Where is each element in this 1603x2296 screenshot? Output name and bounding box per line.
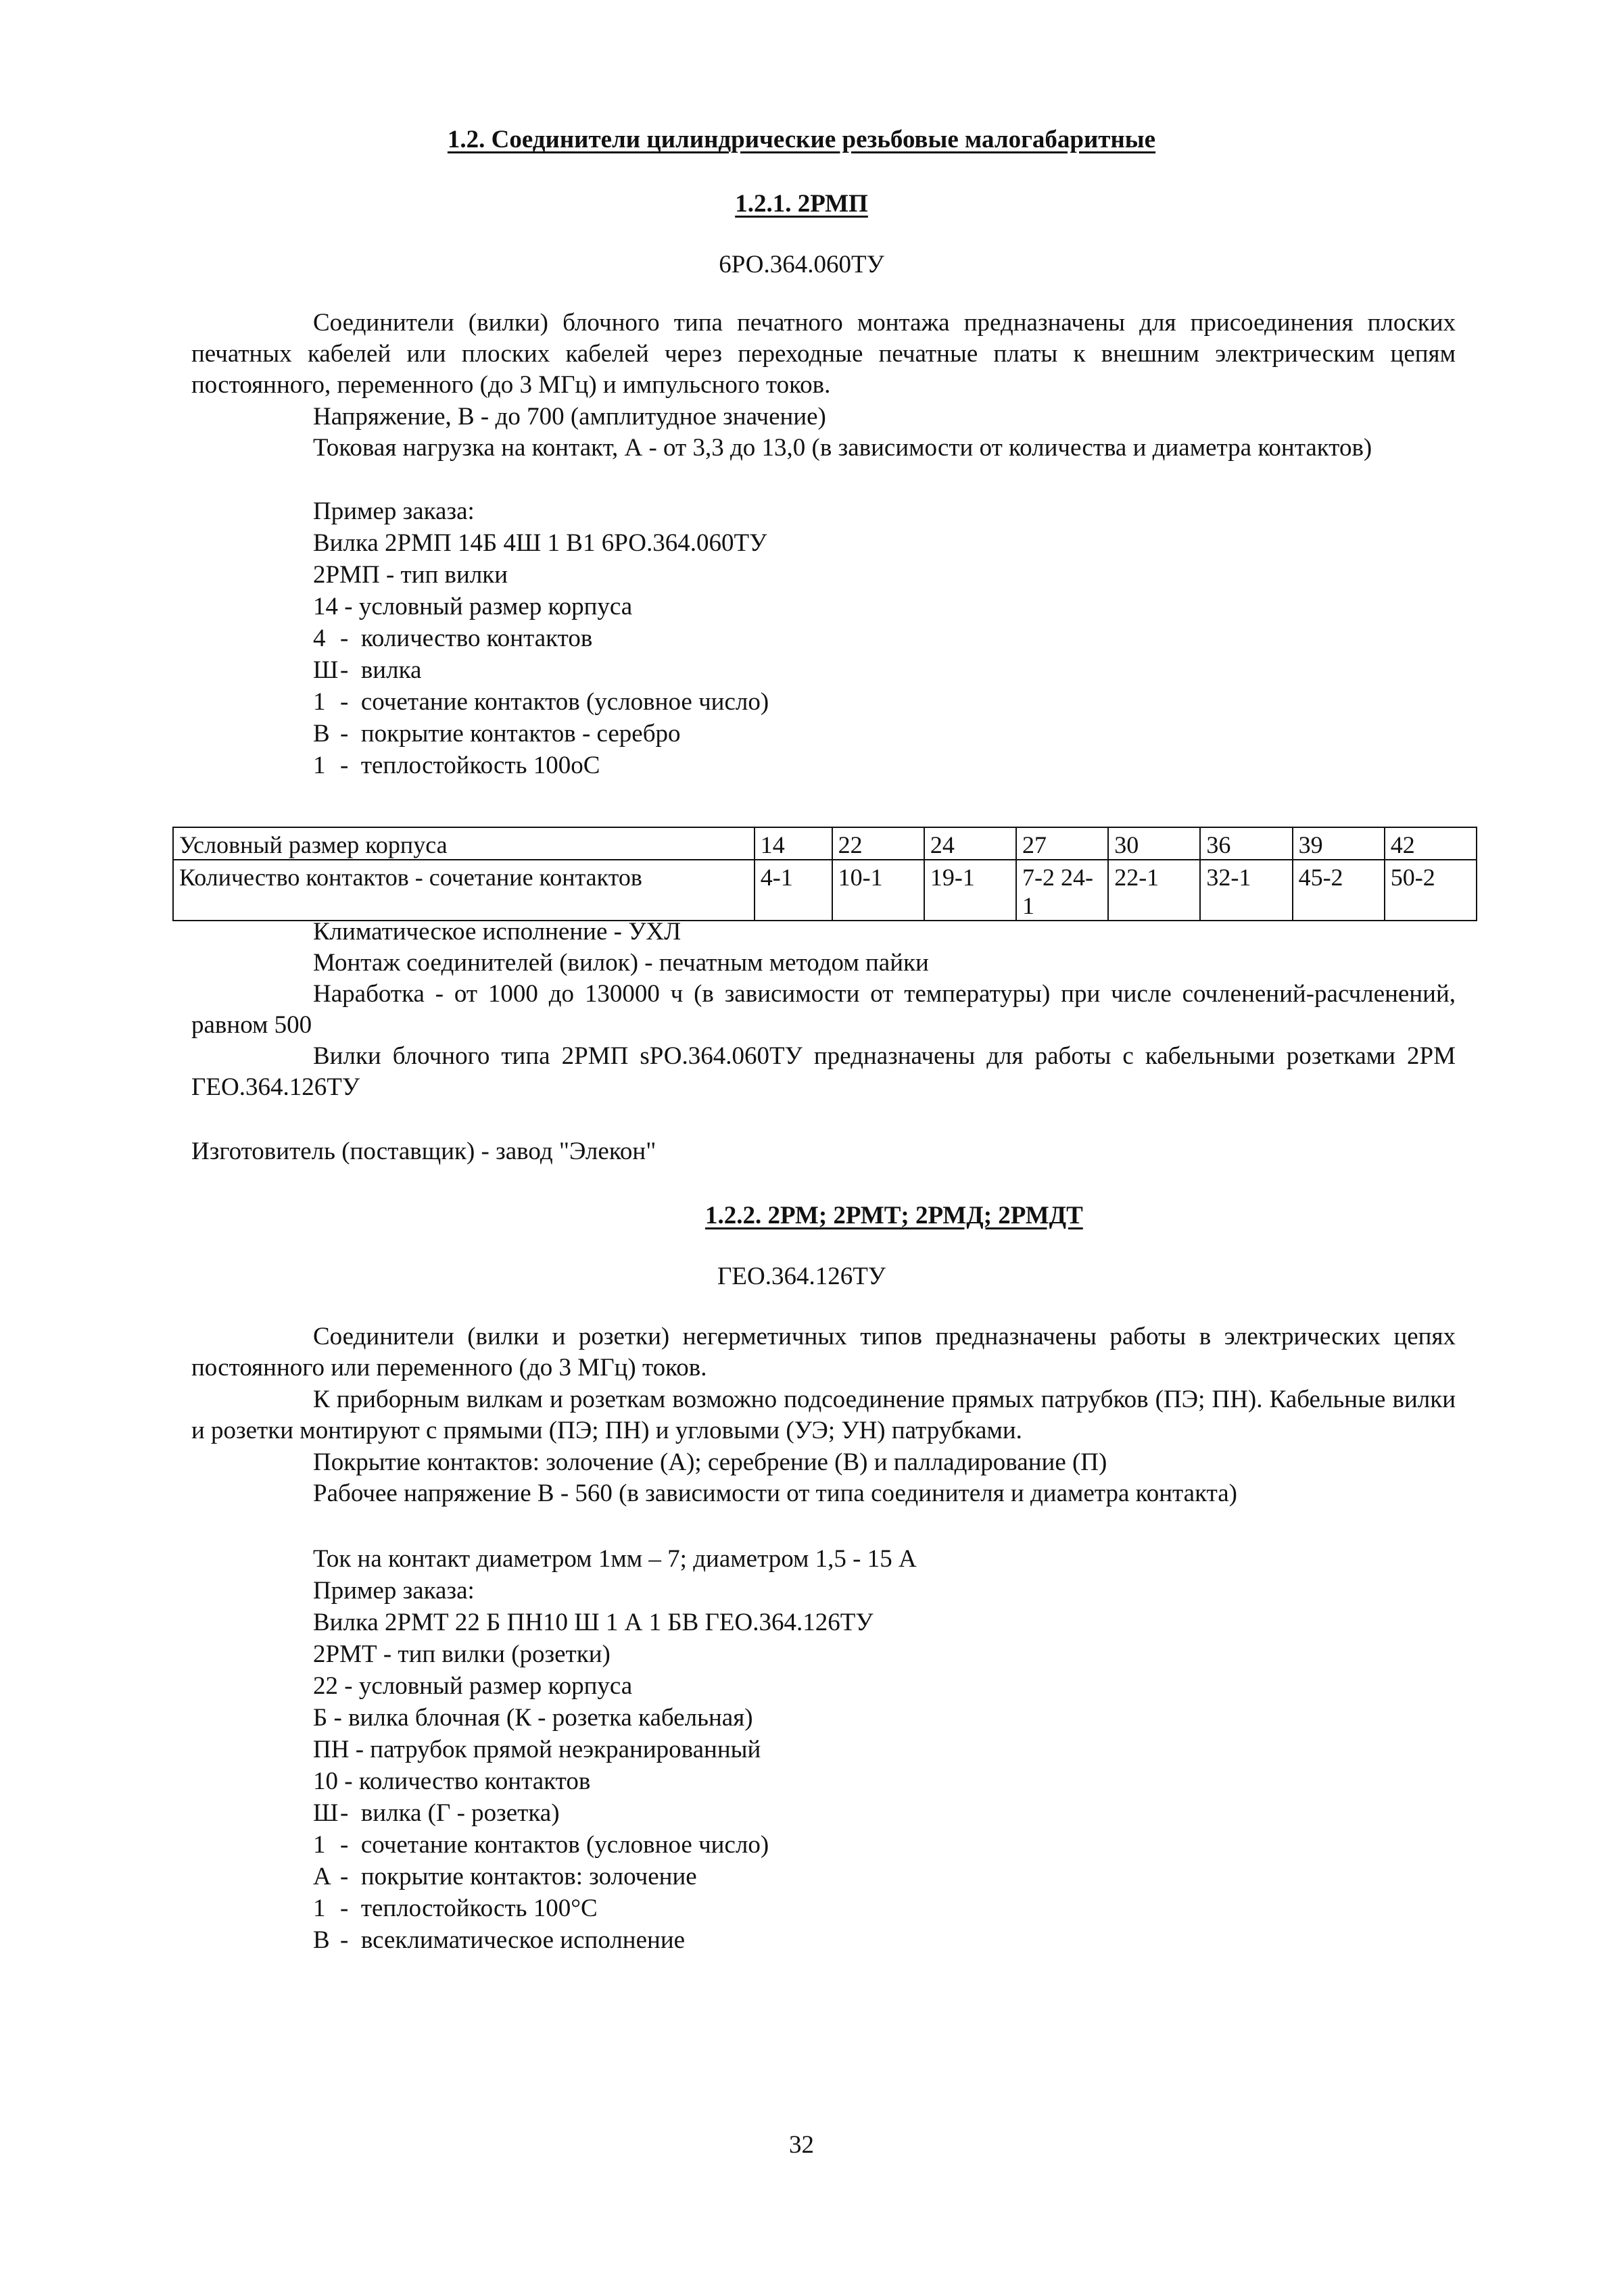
table-row <box>173 860 1477 921</box>
usage-paragraph: Вилки блочного типа 2РМП sРО.364.060ТУ предназначены для работы с кабельными розетками 2РМ ГЕО.364.126ТУ <box>191 1042 1456 1101</box>
list-item: ПН - патрубок прямой неэкранированный <box>313 1736 761 1763</box>
manufacturer-line: Изготовитель (поставщик) - завод "Элекон" <box>191 1138 656 1165</box>
list-item: Ш- вилка <box>313 656 422 684</box>
spec-code-2rm: ГЕО.364.126ТУ <box>717 1263 886 1290</box>
list-item: 22 - условный размер корпуса <box>313 1672 633 1700</box>
list-item: В - покрытие контактов - серебро <box>313 720 681 748</box>
lifetime-paragraph: Наработка - от 1000 до 130000 ч (в зависимости от температуры) при числе сочленений-расчленений, равном 500 <box>191 980 1456 1039</box>
coating-line: Покрытие контактов: золочение (А); серебрение (В) и палладирование (П) <box>313 1448 1107 1476</box>
nozzles-paragraph: К приборным вилкам и розеткам возможно подсоединение прямых патрубков (ПЭ; ПН). Кабельные вилки и розетки монтируют с прямыми (ПЭ; ПН) и угловыми (УЭ; УН) патрубками. <box>191 1386 1456 1444</box>
mounting-line: Монтаж соединителей (вилок) - печатным методом пайки <box>313 949 929 977</box>
table-cell: 42 <box>1385 827 1477 860</box>
table-cell: 22-1 <box>1108 860 1200 921</box>
table-cell: 7-2 24-1 <box>1016 860 1108 921</box>
list-item: 2РМТ - тип вилки (розетки) <box>313 1640 611 1668</box>
list-item: В - всеклиматическое исполнение <box>313 1926 686 1954</box>
table-cell: 19-1 <box>924 860 1016 921</box>
table-cell: 50-2 <box>1385 860 1477 921</box>
intro-paragraph-2rmp: Соединители (вилки) блочного типа печатного монтажа предназначены для присоединения плоских печатных кабелей или плоских кабелей через переходные печатные платы к внешним электрическим цепям постоянного, переменного (до 3 МГц) и импульсного токов. <box>191 309 1456 399</box>
table-cell: 30 <box>1108 827 1200 860</box>
current-line: Токовая нагрузка на контакт, А - от 3,3 до 13,0 (в зависимости от количества и диаметра контактов) <box>313 434 1372 462</box>
subsection-title-2rmp: 1.2.1. 2РМП <box>735 190 868 218</box>
list-item: 14 - условный размер корпуса <box>313 593 633 620</box>
climate-line: Климатическое исполнение - УХЛ <box>313 918 681 946</box>
order-example-2rm: Вилка 2РМТ 22 Б ПН10 Ш 1 А 1 БВ ГЕО.364.126ТУ <box>313 1609 874 1636</box>
intro-paragraph-2rm: Соединители (вилки и розетки) негерметичных типов предназначены работы в электрических цепях постоянного или переменного (до 3 МГц) токов. <box>191 1323 1456 1382</box>
list-item: 10 - количество контактов <box>313 1767 591 1795</box>
table-cell: 39 <box>1293 827 1385 860</box>
voltage-line: Напряжение, В - до 700 (амплитудное значение) <box>313 403 826 431</box>
table-cell: 14 <box>755 827 832 860</box>
list-item: Б - вилка блочная (К - розетка кабельная) <box>313 1704 753 1732</box>
contact-current-line: Ток на контакт диаметром 1мм – 7; диаметром 1,5 - 15 А <box>313 1545 917 1573</box>
table-cell: 22 <box>832 827 924 860</box>
table-cell: 24 <box>924 827 1016 860</box>
list-item: 1 - сочетание контактов (условное число) <box>313 688 769 716</box>
table-cell: 4-1 <box>755 860 832 921</box>
table-cell: 36 <box>1200 827 1292 860</box>
subsection-title-2rm: 1.2.2. 2РМ; 2РМТ; 2РМД; 2РМДТ <box>705 1202 1083 1229</box>
page-number: 32 <box>789 2131 814 2159</box>
spec-code-2rmp: 6РО.364.060ТУ <box>719 251 884 278</box>
table-cell: 10-1 <box>832 860 924 921</box>
table-row <box>173 827 1477 860</box>
list-item: 2РМП - тип вилки <box>313 561 508 589</box>
list-item: А - покрытие контактов: золочение <box>313 1863 697 1890</box>
list-item: 1 - теплостойкость 100оС <box>313 752 600 779</box>
working-voltage-line: Рабочее напряжение В - 560 (в зависимости от типа соединителя и диаметра контакта) <box>313 1480 1237 1507</box>
table-cell: 27 <box>1016 827 1108 860</box>
order-label-2rmp: Пример заказа: <box>313 497 475 525</box>
housing-size-table <box>172 827 1477 921</box>
list-item: 1 - сочетание контактов (условное число) <box>313 1831 769 1859</box>
table-cell: 32-1 <box>1200 860 1292 921</box>
order-label-2rm: Пример заказа: <box>313 1577 475 1605</box>
table-cell: Условный размер корпуса <box>173 827 755 860</box>
section-title: 1.2. Соединители цилиндрические резьбовые малогабаритные <box>447 126 1156 153</box>
table-cell: 45-2 <box>1293 860 1385 921</box>
table-cell: Количество контактов - сочетание контактов <box>173 860 755 921</box>
legend-list-2rmp <box>313 559 769 781</box>
order-example-2rmp: Вилка 2РМП 14Б 4Ш 1 В1 6РО.364.060ТУ <box>313 529 767 557</box>
list-item: Ш- вилка (Г - розетка) <box>313 1799 560 1827</box>
list-item: 1 - теплостойкость 100°С <box>313 1895 598 1922</box>
list-item: 4 - количество контактов <box>313 625 593 652</box>
legend-list-2rm <box>313 1638 769 1956</box>
